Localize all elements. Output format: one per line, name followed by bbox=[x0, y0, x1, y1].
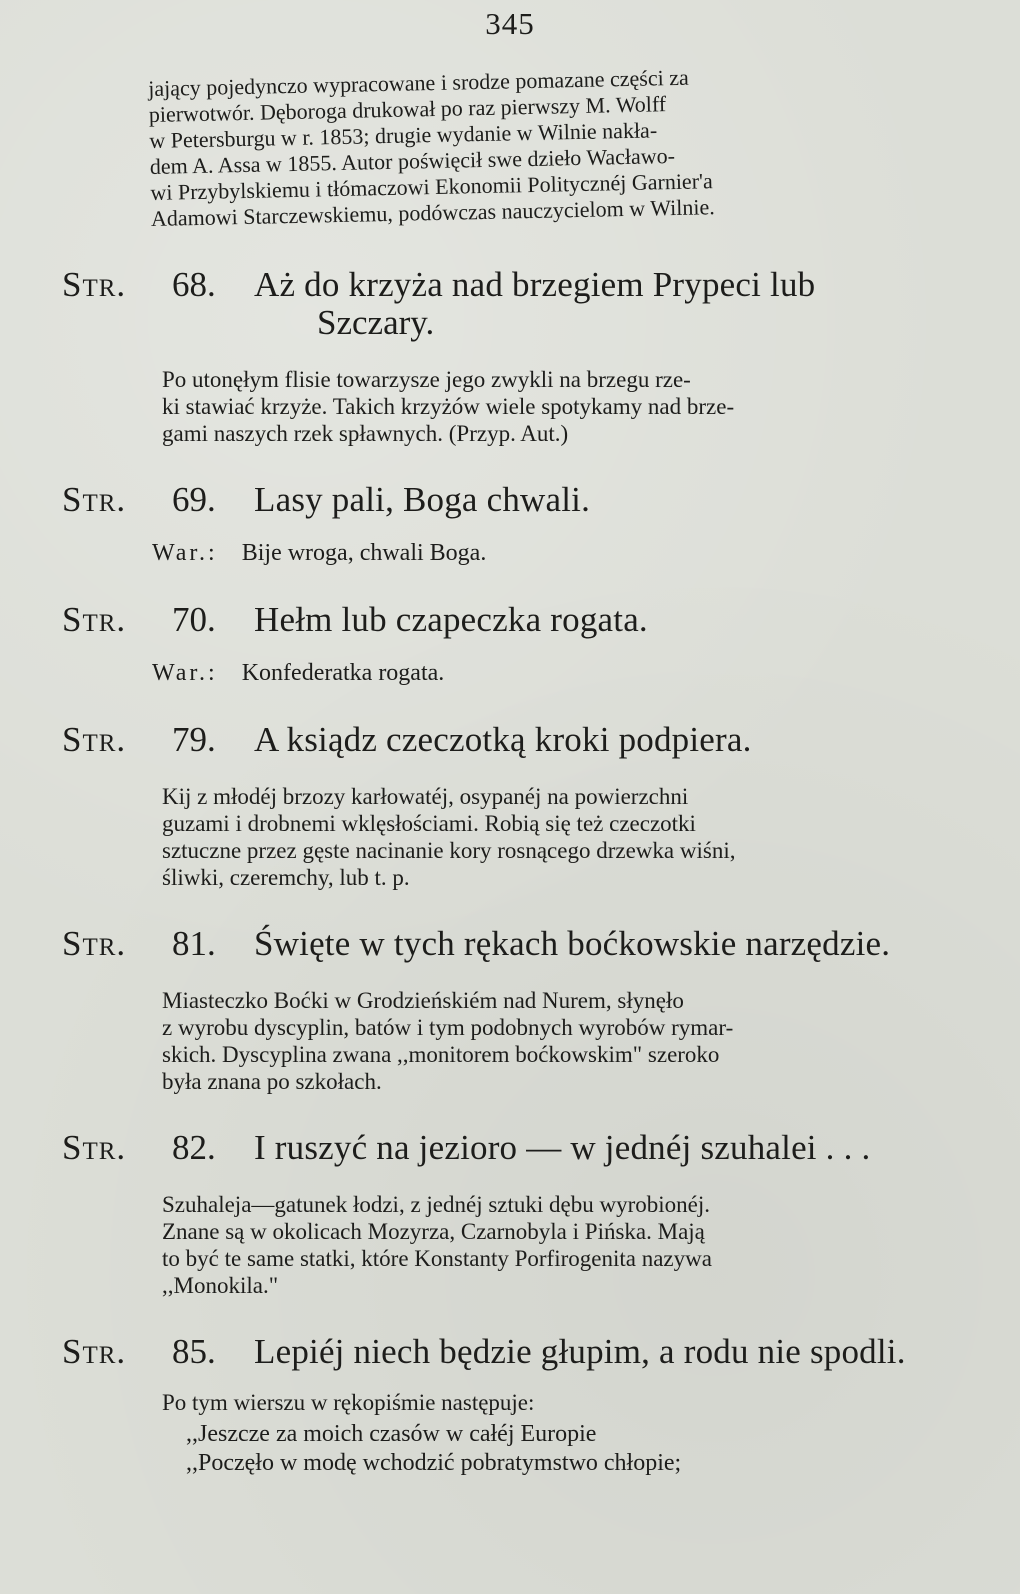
note-line: była znana po szkołach. bbox=[162, 1069, 382, 1094]
verse-line: Aż do krzyża nad brzegiem Prypeci lub bbox=[254, 265, 816, 304]
intro-line: dem A. Assa w 1855. Autor poświęcił swe dzieło Wacławo- bbox=[149, 142, 676, 179]
quoted-verse-line: ,,Jeszcze za moich czasów w całéj Europie bbox=[186, 1421, 597, 1447]
intro-line: Adamowi Starczewskiemu, podówczas nauczycielom w Wilnie. bbox=[150, 194, 715, 231]
intro-line: pierwotwór. Dęboroga drukował po raz pierwszy M. Wolff bbox=[148, 91, 667, 127]
str-label: Str. bbox=[62, 924, 127, 963]
note-line: skich. Dyscyplina zwana ,,monitorem boćkowskim" szeroko bbox=[162, 1042, 720, 1067]
variant-text: Bije wroga, chwali Boga. bbox=[241, 540, 487, 566]
intro-line: jający pojedynczo wypracowane i srodze pomazane części za bbox=[148, 64, 689, 101]
quoted-verse-line: ,,Poczęło w modę wchodzić pobratymstwo chłopie; bbox=[186, 1450, 682, 1476]
entry-heading bbox=[62, 925, 952, 963]
note-line: śliwki, czeremchy, lub t. p. bbox=[162, 865, 410, 890]
str-number: 79. bbox=[172, 720, 216, 759]
str-number: 81. bbox=[172, 924, 216, 963]
note-paragraph bbox=[162, 366, 930, 447]
str-label: Str. bbox=[62, 1128, 127, 1167]
entry-heading bbox=[62, 601, 952, 639]
note-paragraph bbox=[162, 987, 930, 1095]
note-paragraph bbox=[162, 1191, 930, 1299]
verse-line: Lasy pali, Boga chwali. bbox=[254, 480, 591, 519]
note-line: sztuczne przez gęste nacinanie kory rosnącego drzewka wiśni, bbox=[162, 838, 736, 863]
entry-heading bbox=[62, 1129, 952, 1167]
note-line: z wyrobu dyscyplin, batów i tym podobnych wyrobów rymar- bbox=[162, 1015, 734, 1040]
str-number: 85. bbox=[172, 1332, 216, 1371]
intro-line: w Petersburgu w r. 1853; drugie wydanie w Wilnie nakła- bbox=[149, 117, 658, 153]
entry-str-68 bbox=[62, 266, 952, 447]
entry-str-69 bbox=[62, 481, 952, 567]
verse-line: A ksiądz czeczotką kroki podpiera. bbox=[254, 720, 752, 759]
entry-str-70 bbox=[62, 601, 952, 687]
verse-line: Hełm lub czapeczka rogata. bbox=[254, 600, 648, 639]
str-label: Str. bbox=[62, 480, 127, 519]
str-number: 82. bbox=[172, 1128, 216, 1167]
verse-line: I ruszyć na jezioro — w jednéj szuhalei . . . bbox=[254, 1128, 871, 1167]
str-number: 70. bbox=[172, 600, 216, 639]
page-number: 345 bbox=[485, 6, 535, 41]
intro-paragraph bbox=[148, 60, 933, 232]
verse-continuation: Szczary. bbox=[317, 303, 435, 342]
entry-str-81 bbox=[62, 925, 952, 1095]
intro-line: wi Przybylskiemu i tłómaczowi Ekonomii Politycznéj Garnier'a bbox=[150, 168, 713, 205]
note-line: ,,Monokila." bbox=[162, 1273, 279, 1298]
variant-line bbox=[152, 539, 952, 567]
verse-line: Święte w tych rękach boćkowskie narzędzie. bbox=[254, 924, 891, 963]
note-line: Miasteczko Boćki w Grodzieńskiém nad Nurem, słynęło bbox=[162, 988, 684, 1013]
note-line: Po tym wierszu w rękopiśmie następuje: bbox=[162, 1390, 535, 1415]
entry-heading bbox=[62, 481, 952, 519]
str-label: Str. bbox=[62, 600, 127, 639]
entry-heading bbox=[62, 1333, 952, 1371]
verse-line: Lepiéj niech będzie głupim, a rodu nie spodli. bbox=[254, 1332, 906, 1371]
entry-str-85 bbox=[62, 1333, 952, 1478]
page-content bbox=[62, 64, 952, 1478]
note-line: Znane są w okolicach Mozyrza, Czarnobyla i Pińska. Mają bbox=[162, 1219, 705, 1244]
note-paragraph bbox=[162, 783, 930, 891]
variant-text: Konfederatka rogata. bbox=[241, 660, 445, 686]
note-paragraph bbox=[162, 1389, 930, 1478]
str-label: Str. bbox=[62, 720, 127, 759]
str-number: 69. bbox=[172, 480, 216, 519]
variant-label: War.: bbox=[152, 660, 218, 686]
quoted-verses bbox=[186, 1420, 930, 1478]
entry-heading bbox=[62, 721, 952, 759]
str-label: Str. bbox=[62, 265, 127, 304]
entry-str-82 bbox=[62, 1129, 952, 1299]
str-number: 68. bbox=[172, 265, 216, 304]
note-line: guzami i drobnemi wklęsłościami. Robią się też czeczotki bbox=[162, 811, 696, 836]
note-line: Szuhaleja—gatunek łodzi, z jednéj sztuki dębu wyrobionéj. bbox=[162, 1192, 711, 1217]
entry-heading bbox=[62, 266, 952, 304]
note-line: ki stawiać krzyże. Takich krzyżów wiele spotykamy nad brze- bbox=[162, 394, 735, 419]
variant-label: War.: bbox=[152, 540, 218, 566]
note-line: Kij z młodéj brzozy karłowatéj, osypanéj na powierzchni bbox=[162, 784, 689, 809]
variant-line bbox=[152, 659, 952, 687]
note-line: to być te same statki, które Konstanty Porfirogenita nazywa bbox=[162, 1246, 712, 1271]
str-label: Str. bbox=[62, 1332, 127, 1371]
entry-str-79 bbox=[62, 721, 952, 891]
note-line: Po utonęłym flisie towarzysze jego zwykli na brzegu rze- bbox=[162, 367, 691, 392]
note-line: gami naszych rzek spławnych. (Przyp. Aut.) bbox=[162, 421, 569, 446]
